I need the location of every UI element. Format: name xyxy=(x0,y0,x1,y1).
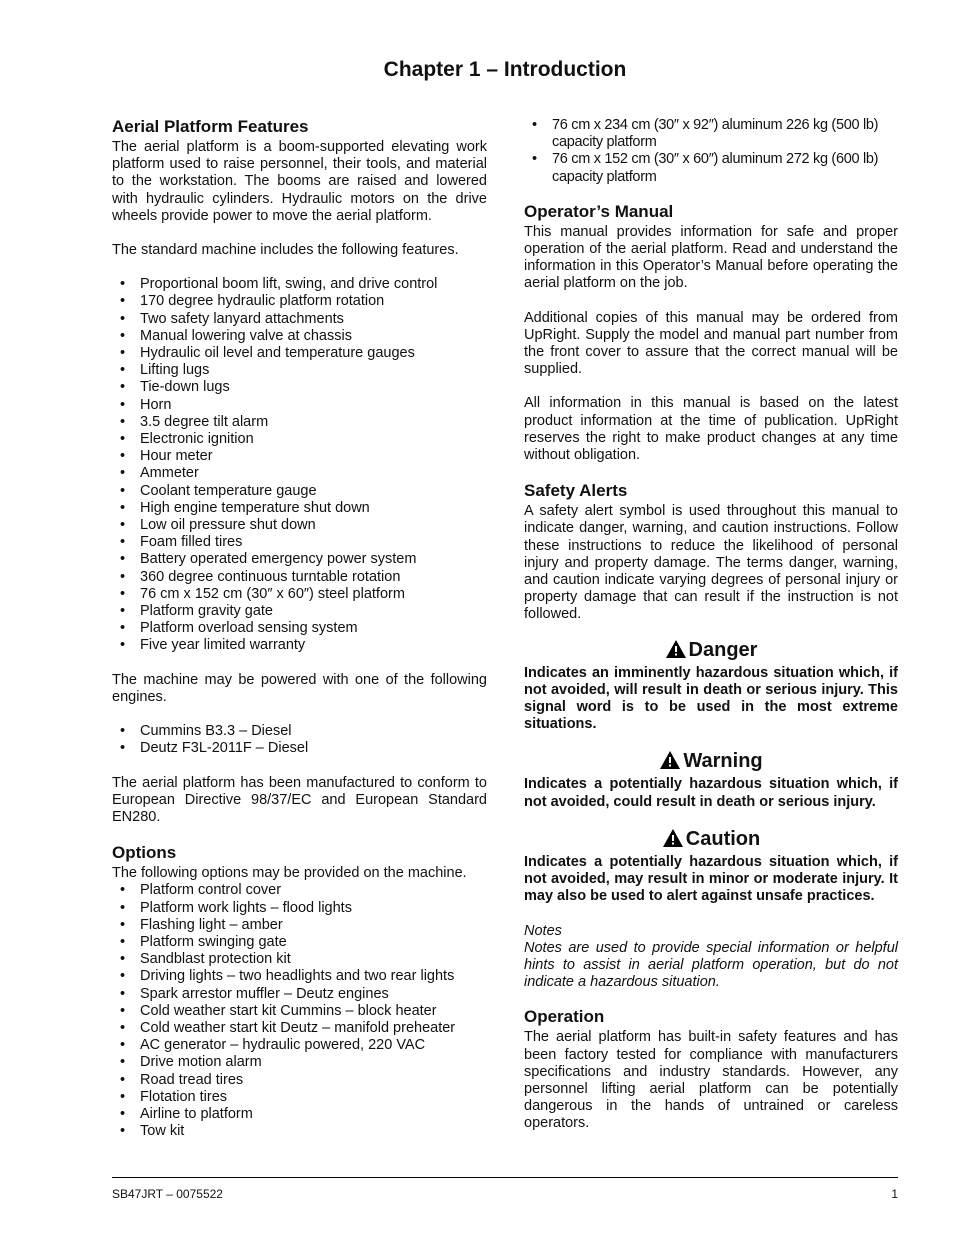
features-intro: The aerial platform is a boom-supported elevating work platform used to raise personnel, their tools, and material to the workstation. The booms are raised and lowered with hydraulic cylinders. Hydraulic motors on the drive wheels provide power to move the aerial platform. xyxy=(112,139,487,224)
list-item: • Foam filled tires xyxy=(112,534,487,551)
warning-text: Indicates a potentially hazardous situation which, if not avoided, could result in death or serious injury. xyxy=(524,776,898,810)
list-item: • Manual lowering valve at chassis xyxy=(112,328,487,345)
list-item: • Ammeter xyxy=(112,465,487,482)
list-item: • Tow kit xyxy=(112,1123,487,1140)
list-item: • High engine temperature shut down xyxy=(112,500,487,517)
standard-intro: The standard machine includes the following features. xyxy=(112,242,459,259)
list-item: • Cold weather start kit Deutz – manifold preheater xyxy=(112,1020,487,1037)
alert-triangle-icon xyxy=(665,639,687,659)
list-item: • Flotation tires xyxy=(112,1089,487,1106)
danger-label: Danger xyxy=(688,638,758,661)
list-item: • Two safety lanyard attachments xyxy=(112,311,487,328)
list-item: • Horn xyxy=(112,397,487,414)
list-item: • Platform swinging gate xyxy=(112,934,487,951)
alert-triangle-icon xyxy=(662,828,684,848)
list-item: • Platform work lights – flood lights xyxy=(112,900,487,917)
list-item: • Lifting lugs xyxy=(112,362,487,379)
list-item: • Platform gravity gate xyxy=(112,603,487,620)
caution-label: Caution xyxy=(685,827,761,850)
left-column xyxy=(112,117,487,1140)
list-item: • 170 degree hydraulic platform rotation xyxy=(112,293,487,310)
safety-heading: Safety Alerts xyxy=(524,481,628,501)
list-item: • Flashing light – amber xyxy=(112,917,487,934)
danger-text: Indicates an imminently hazardous situation which, if not avoided, will result in death or serious injury. This signal word is to be used in the most extreme situations. xyxy=(524,664,898,733)
list-item: • Tie-down lugs xyxy=(112,379,487,396)
options-heading: Options xyxy=(112,843,177,863)
list-item: • Drive motion alarm xyxy=(112,1054,487,1071)
notes-label: Notes xyxy=(524,922,562,939)
manual-heading: Operator’s Manual xyxy=(524,201,674,221)
list-item: • Cold weather start kit Cummins – block heater xyxy=(112,1003,487,1020)
right-column xyxy=(524,117,898,1133)
list-item: • Hour meter xyxy=(112,448,487,465)
list-item: • Deutz F3L-2011F – Diesel xyxy=(112,740,487,757)
list-item: • Low oil pressure shut down xyxy=(112,517,487,534)
operation-text: The aerial platform has built-in safety features and has been factory tested for compliance with manufacturers specifications and industry standards. However, any personnel lifting aerial platform can be potentially dangerous in the hands of untrained or careless operators. xyxy=(524,1029,898,1132)
list-item: • Platform overload sensing system xyxy=(112,620,487,637)
list-item: • Sandblast protection kit xyxy=(112,951,487,968)
list-item: • Five year limited warranty xyxy=(112,637,487,654)
page-number: 1 xyxy=(891,1187,898,1201)
notes-text: Notes are used to provide special information or helpful hints to assist in aerial platform operation, but do not indicate a hazardous situation. xyxy=(524,939,898,991)
list-item: • Battery operated emergency power system xyxy=(112,551,487,568)
warning-label: Warning xyxy=(683,750,763,773)
list-item: • Platform control cover xyxy=(112,882,487,899)
options-list xyxy=(112,882,487,1140)
options-intro: The following options may be provided on the machine. xyxy=(112,865,467,882)
list-item: • Proportional boom lift, swing, and drive control xyxy=(112,276,487,293)
list-item: • Cummins B3.3 – Diesel xyxy=(112,723,487,740)
list-item: • 360 degree continuous turntable rotation xyxy=(112,569,487,586)
manual-paragraph-1: This manual provides information for safe and proper operation of the aerial platform. Read and understand the information in this Operator’s Manual before operating the aerial platform on the job. xyxy=(524,223,898,292)
list-item: • Spark arrestor muffler – Deutz engines xyxy=(112,986,487,1003)
list-item: • 76 cm x 234 cm (30″ x 92″) aluminum 226 kg (500 lb) capacity platform xyxy=(524,117,898,151)
platform-options-list xyxy=(524,117,898,186)
list-item: • 76 cm x 152 cm (30″ x 60″) steel platform xyxy=(112,586,487,603)
list-item: • AC generator – hydraulic powered, 220 VAC xyxy=(112,1037,487,1054)
manual-paragraph-2: Additional copies of this manual may be ordered from UpRight. Supply the model and manual part number from the front cover to assure that the correct manual will be supplied. xyxy=(524,309,898,378)
page-title: Chapter 1 – Introduction xyxy=(383,58,627,81)
operation-heading: Operation xyxy=(524,1007,605,1027)
list-item: • Coolant temperature gauge xyxy=(112,483,487,500)
caution-text: Indicates a potentially hazardous situation which, if not avoided, may result in minor or moderate injury. It may also be used to alert against unsafe practices. xyxy=(524,853,898,905)
footer-model: SB47JRT – 0075522 xyxy=(112,1187,223,1201)
list-item: • Road tread tires xyxy=(112,1072,487,1089)
list-item: • Driving lights – two headlights and two rear lights xyxy=(112,968,487,985)
list-item: • Airline to platform xyxy=(112,1106,487,1123)
standard-features-list xyxy=(112,276,487,654)
list-item: • Hydraulic oil level and temperature gauges xyxy=(112,345,487,362)
footer-rule xyxy=(112,1177,898,1178)
warning-heading xyxy=(524,749,898,773)
features-heading: Aerial Platform Features xyxy=(112,117,309,136)
safety-paragraph: A safety alert symbol is used throughout this manual to indicate danger, warning, and caution instructions. Follow these instructions to reduce the likelihood of personal injury and property damage. The terms danger, warning, and caution indicate varying degrees of personal injury or property damage that can result if the instruction is not followed. xyxy=(524,503,898,623)
caution-heading xyxy=(524,827,898,851)
conformity-text: The aerial platform has been manufactured to conform to European Directive 98/37/EC and European Standard EN280. xyxy=(112,774,487,825)
engines-list xyxy=(112,723,487,757)
list-item: • Electronic ignition xyxy=(112,431,487,448)
manual-paragraph-3: All information in this manual is based on the latest product information at the time of publication. UpRight reserves the right to make product changes at any time without obligation. xyxy=(524,395,898,464)
list-item: • 3.5 degree tilt alarm xyxy=(112,414,487,431)
list-item: • 76 cm x 152 cm (30″ x 60″) aluminum 272 kg (600 lb) capacity platform xyxy=(524,151,898,185)
engines-intro: The machine may be powered with one of the following engines. xyxy=(112,671,487,705)
alert-triangle-icon xyxy=(659,750,681,770)
danger-heading xyxy=(524,638,898,662)
